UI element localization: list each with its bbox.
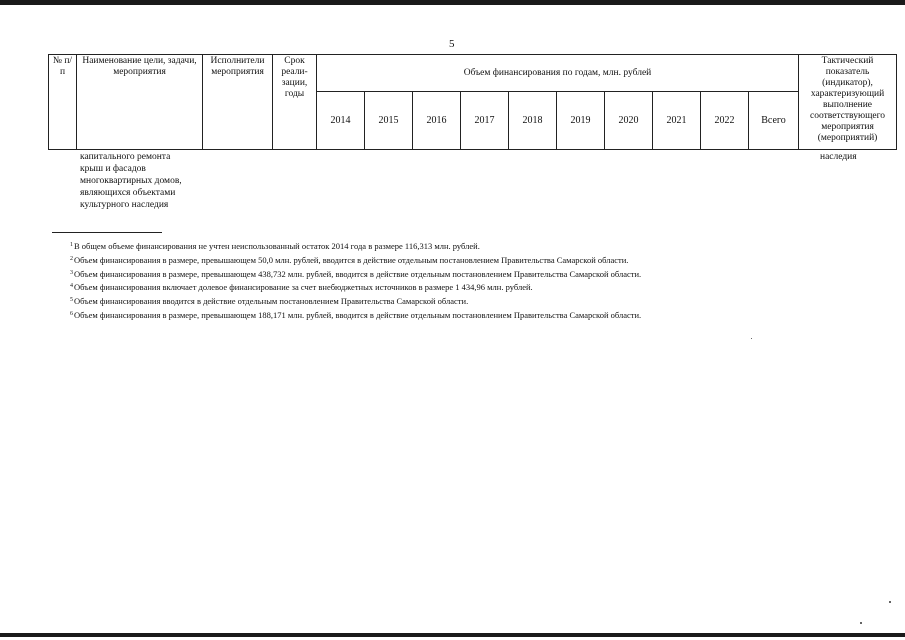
footnote-5 <box>70 294 850 308</box>
year-2017: 2017 <box>461 92 509 150</box>
scan-bottom-border <box>0 633 905 637</box>
year-2015: 2015 <box>365 92 413 150</box>
footnotes <box>70 239 850 322</box>
year-2016: 2016 <box>413 92 461 150</box>
continued-indicator: наследия <box>820 152 857 162</box>
footnote-text: Объем финансирования включает долевое финансирование за счет внебюджетных источников в размере 1 434,96 млн. рублей. <box>74 282 533 293</box>
continued-line: являющихся объектами <box>80 188 176 198</box>
footnote-3 <box>70 267 850 281</box>
header-term: Срок реали-зации, годы <box>273 55 317 150</box>
year-2019: 2019 <box>557 92 605 150</box>
footnote-marker: 3 <box>70 269 73 276</box>
footnote-marker: 6 <box>70 310 73 317</box>
scan-speck <box>751 338 752 339</box>
page-number: 5 <box>449 38 455 50</box>
footnote-marker: 2 <box>70 255 73 262</box>
footnote-separator <box>52 232 162 233</box>
header-num: № п/п <box>49 55 77 150</box>
year-2018: 2018 <box>509 92 557 150</box>
continued-line: культурного наследия <box>80 200 169 210</box>
footnote-4 <box>70 280 850 294</box>
header-financing-volume: Объем финансирования по годам, млн. рублей <box>317 55 799 92</box>
footnote-1 <box>70 239 850 253</box>
footnote-text: В общем объеме финансирования не учтен неиспользованный остаток 2014 года в размере 116,313 млн. рублей. <box>74 241 480 251</box>
header-executors: Исполнители мероприятия <box>203 55 273 150</box>
continued-line: крыш и фасадов <box>80 164 146 174</box>
financing-table-header <box>48 54 897 150</box>
footnote-text: Объем финансирования в размере, превышающем 188,171 млн. рублей, вводится в действие отдельным постановлением Правительства Самарской области. <box>74 309 642 320</box>
header-name: Наименование цели, задачи, мероприятия <box>77 55 203 150</box>
year-2021: 2021 <box>653 92 701 150</box>
scan-speck <box>889 601 891 603</box>
footnote-marker: 1 <box>70 242 73 248</box>
year-2014: 2014 <box>317 92 365 150</box>
footnote-marker: 4 <box>70 283 73 290</box>
year-2022: 2022 <box>701 92 749 150</box>
footnote-marker: 5 <box>70 297 73 304</box>
continued-line: многоквартирных домов, <box>80 176 182 186</box>
scan-speck <box>860 622 862 624</box>
footnote-text: Объем финансирования в размере, превышающем 50,0 млн. рублей, вводится в действие отдельным постановлением Правительства Самарской области. <box>74 254 629 265</box>
continued-measure-name <box>80 151 210 211</box>
footnote-2 <box>70 253 850 267</box>
header-indicator: Тактический показатель (индикатор), характеризующий выполнение соответствующего мероприятия (мероприятий) <box>799 55 897 150</box>
year-total: Всего <box>749 92 799 150</box>
footnote-text: Объем финансирования вводится в действие отдельным постановлением Правительства Самарской области. <box>74 296 469 307</box>
footnote-text: Объем финансирования в размере, превышающем 438,732 млн. рублей, вводится в действие отдельным постановлением Правительства Самарской области. <box>74 268 642 279</box>
year-2020: 2020 <box>605 92 653 150</box>
continued-line: капитального ремонта <box>80 152 171 162</box>
footnote-6 <box>70 308 850 322</box>
scan-top-border <box>0 0 905 5</box>
